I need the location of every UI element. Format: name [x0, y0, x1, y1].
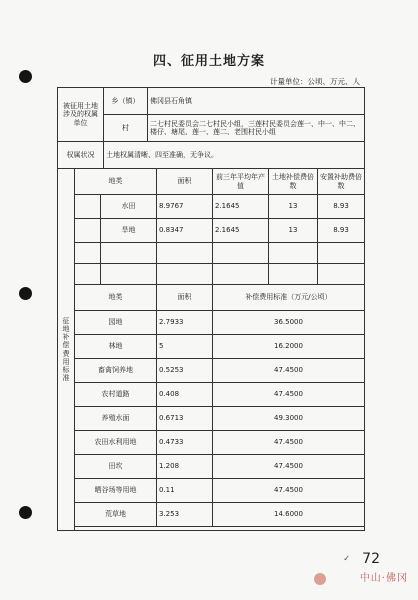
bottom-row-area: 3.253: [157, 503, 213, 527]
bottom-row-type: 晒谷场等用地: [75, 479, 157, 503]
top-row-output: 2.1645: [213, 219, 269, 243]
bottom-header-type: 地类: [75, 285, 157, 311]
top-row-comp: 13: [269, 219, 318, 243]
punch-hole-top: [19, 70, 32, 83]
bottom-row-area: 1.208: [157, 455, 213, 479]
bottom-row-std: 47.4500: [213, 479, 365, 503]
top-row-area: 8.9767: [157, 195, 213, 219]
watermark-icon: [314, 573, 326, 585]
unit-line: 计量单位：公顷、万元、人: [270, 77, 360, 86]
bottom-row-type: 农村道路: [75, 383, 157, 407]
bottom-header-area: 面积: [157, 285, 213, 311]
bottom-row-type: 田坎: [75, 455, 157, 479]
bottom-row: [58, 431, 365, 455]
ownership-label: 权属状况: [58, 142, 104, 169]
bottom-row: [58, 455, 365, 479]
empty-row: [58, 264, 365, 285]
top-header-comp: 土地补偿费倍数: [269, 169, 318, 195]
top-header-area: 面积: [157, 169, 213, 195]
bottom-row-area: 0.4733: [157, 431, 213, 455]
empty-row: [58, 243, 365, 264]
bottom-row-type: 养殖水面: [75, 407, 157, 431]
top-header-res: 安置补助费倍数: [318, 169, 365, 195]
top-row-output: 2.1645: [213, 195, 269, 219]
watermark: 中山·佛冈: [359, 573, 408, 584]
top-row-area: 0.8347: [157, 219, 213, 243]
compensation-table: [57, 168, 365, 531]
village-label: 村: [104, 115, 148, 142]
bottom-row-type: 荒草地: [75, 503, 157, 527]
village-value: 二七村民委员会二七村民小组，三莲村民委员会莲一、中一、中二、楼仔、塘尾、莲一、莲二、老围村民小组: [148, 115, 365, 142]
punch-hole-middle: [19, 287, 32, 300]
blank-cell: [75, 219, 101, 243]
bottom-row-area: 5: [157, 335, 213, 359]
top-row: [58, 219, 365, 243]
bottom-row: [58, 479, 365, 503]
bottom-row: [58, 311, 365, 335]
bottom-row-std: 14.6000: [213, 503, 365, 527]
page-number: 72: [362, 551, 380, 567]
bottom-row-area: 0.11: [157, 479, 213, 503]
top-row-comp: 13: [269, 195, 318, 219]
top-row: [58, 195, 365, 219]
header-table: [57, 87, 365, 169]
blank-cell: [75, 195, 101, 219]
ownership-value: 土地权属清晰、四至准确，无争议。: [104, 142, 365, 169]
bottom-row: [58, 359, 365, 383]
top-row-res: 8.93: [318, 219, 365, 243]
bottom-row-std: 49.3000: [213, 407, 365, 431]
top-row-type: 水田: [101, 195, 157, 219]
bottom-row: [58, 383, 365, 407]
owner-label: 被征用土地涉及的权属单位: [58, 88, 104, 142]
bottom-row-area: 2.7933: [157, 311, 213, 335]
top-header-type: 地类: [75, 169, 157, 195]
page-title: 四、征用土地方案: [152, 54, 265, 69]
bottom-row: [58, 503, 365, 527]
bottom-row-type: 林地: [75, 335, 157, 359]
top-row-res: 8.93: [318, 195, 365, 219]
top-header-output: 前三年平均年产值: [213, 169, 269, 195]
bottom-row-std: 47.4500: [213, 359, 365, 383]
township-value: 佛冈县石角镇: [148, 88, 365, 115]
signature-mark: ✓: [343, 554, 350, 563]
township-label: 乡（镇）: [104, 88, 148, 115]
bottom-row-type: 农田水利用地: [75, 431, 157, 455]
bottom-row-std: 47.4500: [213, 455, 365, 479]
bottom-row-std: 47.4500: [213, 431, 365, 455]
bottom-row-std: 36.5000: [213, 311, 365, 335]
bottom-row: [58, 407, 365, 431]
bottom-row-area: 0.5253: [157, 359, 213, 383]
bottom-row-area: 0.6713: [157, 407, 213, 431]
punch-hole-bottom: [19, 506, 32, 519]
bottom-row-std: 47.4500: [213, 383, 365, 407]
bottom-header-std: 补偿费用标准（万元/公顷）: [213, 285, 365, 311]
bottom-row-type: 畜禽饲养地: [75, 359, 157, 383]
bottom-row: [58, 335, 365, 359]
top-row-type: 旱地: [101, 219, 157, 243]
bottom-row-area: 0.408: [157, 383, 213, 407]
bottom-row-std: 16.2000: [213, 335, 365, 359]
bottom-row-type: 园地: [75, 311, 157, 335]
side-label: 征地补偿费用标准: [58, 169, 75, 531]
